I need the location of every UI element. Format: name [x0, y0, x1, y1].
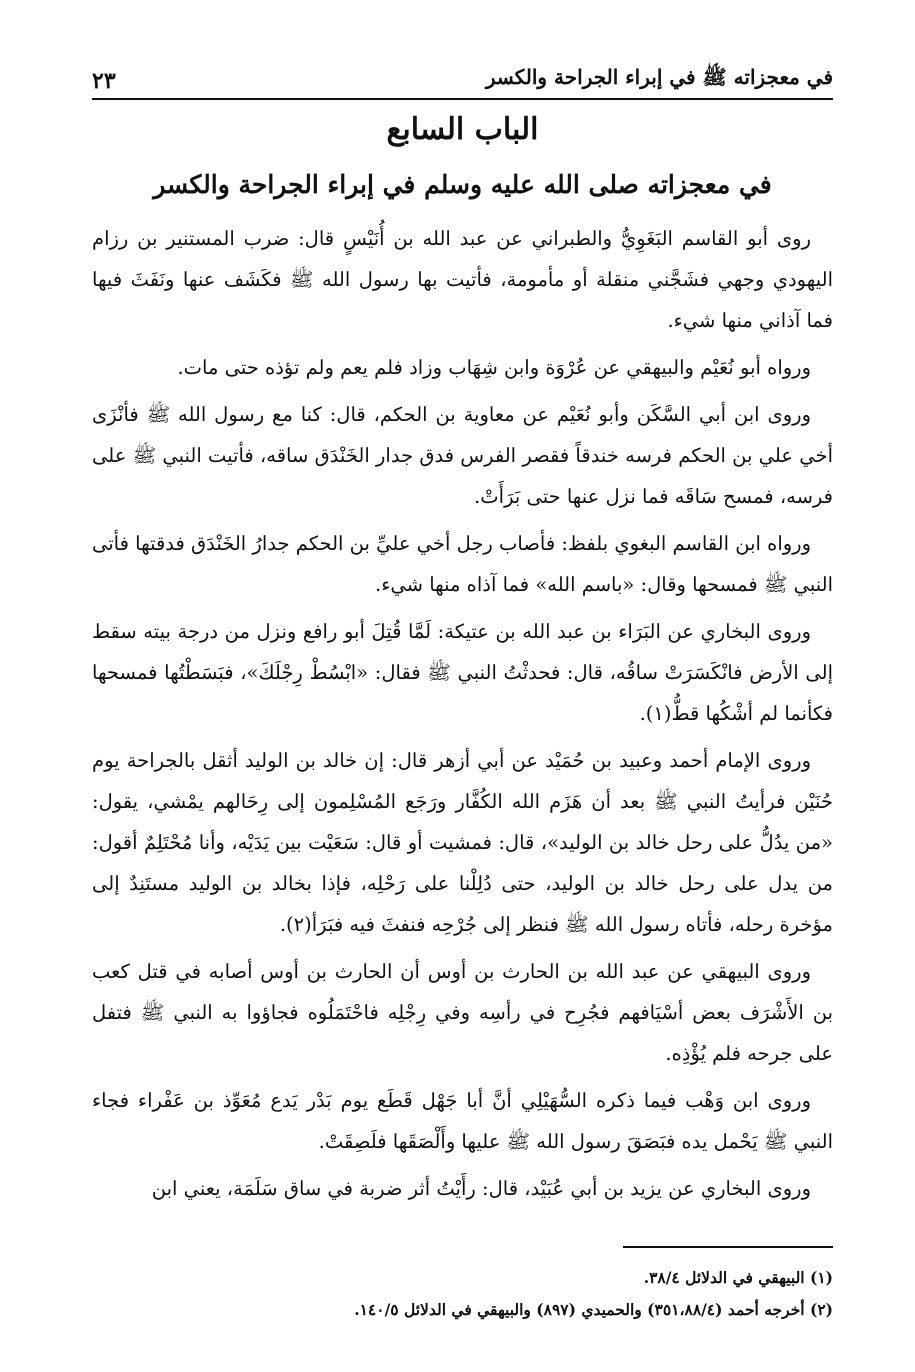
- paragraph: ورواه ابن القاسم البغوي بلفظ: فأصاب رجل أخي عليِّ بن الحكم جدارُ الخَنْدَق فدقتها فأتى النبي ﷺ فمسحها وقال: «باسم الله» فما آذاه منها شيء.: [92, 532, 833, 596]
- paragraph: ورواه أبو نُعَيْم والبيهقي عن عُرْوَة وابن شِهَاب وزاد فلم يعم ولم تؤذه حتى مات.: [177, 356, 811, 379]
- paragraph: وروى الإمام أحمد وعبيد بن حُمَيْد عن أبي أزهر قال: إن خالد بن الوليد أثقل بالجراحة يوم حُنَيْن فرأيتُ النبي ﷺ بعد أن هَزَم الله الكُفَّار ورَجَع المُسْلِمون إلى رِحَالهم يمْشي، يقول: «من يدُلُّ على رحل خالد بن الوليد»، قال: فمشيت أو قال: سَعَيْت بين يَدَيْه، وأنا مُحْتَلِمٌ أقول: من يدل على رحل خالد بن الوليد، حتى دُلِلْنا على رَحْلِه، فإذا بخالد بن الوليد مستَنِدٌ إلى مؤخرة رحله، فأتاه رسول الله ﷺ فنظر إلى جُرْحِه فنفثَ فيه فبَرَأ(٢).: [92, 749, 833, 936]
- paragraph: وروى البخاري عن يزيد بن أبي عُبَيْد، قال: رأَيْتُ أثر ضربة في ساق سَلَمَة، يعني ابن: [151, 1177, 811, 1200]
- footnote: (١) البيهقي في الدلائل ٣٨/٤.: [643, 1268, 833, 1287]
- paragraph: وروى ابن أبي السَّكَن وأبو نُعَيْم عن معاوية بن الحكم، قال: كنا مع رسول الله ﷺ فأنْزَى أخي علي بن الحكم فرسه خندقاً فقصر الفرس فدق جدار الخَنْدَق ساقه، فأتيت النبي ﷺ على فرسه، فمسح سَاقَه فما نزل عنها حتى بَرَأَتْ.: [92, 403, 833, 508]
- paragraph: روى أبو القاسم البَغَوِيُّ والطبراني عن عبد الله بن أُنَيْسٍ قال: ضرب المستنير بن رزام اليهودي وجهي فشَجَّني منقلة أو مأمومة، فأتيت بها رسول الله ﷺ فكَشَف عنها ونَفَثَ فيها فما آذاني منها شيء.: [92, 227, 833, 332]
- footnote-divider: [623, 1246, 833, 1248]
- paragraph: وروى البيهقي عن عبد الله بن الحارث بن أوس أن الحارث بن أوس أصابه في قتل كعب بن الأَشْرَف بعض أسْيَافهم فجُرِح في رأسِه وفي رِجْلِه فاحْتَمَلُوه فجاؤوا به النبي ﷺ فتفل على جرحه فلم يُؤْذِه.: [92, 960, 833, 1065]
- running-header: [92, 58, 833, 100]
- body-text: [92, 218, 833, 1215]
- footnotes: [92, 1262, 833, 1326]
- footnote: (٢) أخرجه أحمد (٣٥١،٨٨/٤) والحميدي (٨٩٧) والبيهقي في الدلائل ١٤٠/٥.: [354, 1300, 833, 1319]
- header-title: في معجزاته ﷺ في إبراء الجراحة والكسر: [485, 65, 833, 89]
- chapter-heading: الباب السابع: [386, 112, 539, 147]
- paragraph: وروى ابن وَهْب فيما ذكره السُّهَيْلِي أنَّ أبا جَهْل قَطَع يوم بَدْر يَدع مُعَوِّذ بن عَفْراء فجاء النبي ﷺ يَحْمل يده فبَصَقَ رسول الله ﷺ عليها وأَلْصَقَها فلَصِقَتْ.: [92, 1089, 833, 1153]
- chapter-subheading: في معجزاته صلى الله عليه وسلم في إبراء الجراحة والكسر: [153, 170, 772, 199]
- page-number: ٢٣: [92, 68, 116, 94]
- paragraph: وروى البخاري عن البَرَاء بن عبد الله بن عتيكة: لَمَّا قُتِلَ أبو رافع ونزل من درجة بيته سقط إلى الأرض فانْكَسَرَتْ ساقُه، قال: فحدثْتُ النبي ﷺ فقال: «ابْسُطْ رِجْلَكَ»، فبَسَطْتُها فمسحها فكأنما لم أشْكُها قطُّ(١).: [92, 620, 833, 725]
